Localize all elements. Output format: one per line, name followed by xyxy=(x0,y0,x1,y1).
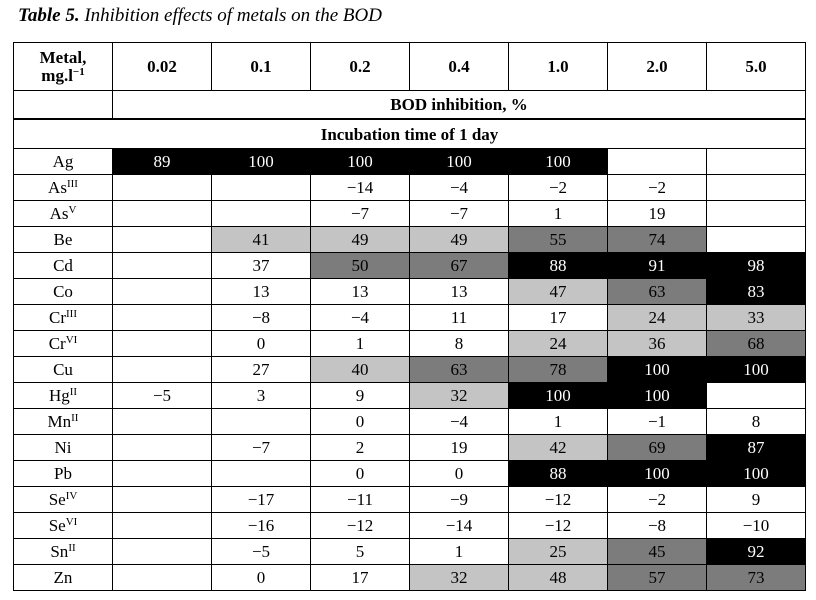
table-row xyxy=(14,279,806,305)
oxidation-state: II xyxy=(71,412,79,424)
metal-symbol: Zn xyxy=(53,568,73,587)
metal-cell xyxy=(14,383,113,409)
table-row xyxy=(14,175,806,201)
value-cell: 17 xyxy=(509,305,608,331)
value-cell xyxy=(113,253,212,279)
value-cell: −8 xyxy=(608,513,707,539)
value-cell: 100 xyxy=(608,357,707,383)
value-cell: 100 xyxy=(707,357,806,383)
oxidation-state: II xyxy=(68,542,76,554)
metal-cell xyxy=(14,149,113,175)
table-row xyxy=(14,461,806,487)
metal-cell xyxy=(14,513,113,539)
value-cell: 5 xyxy=(311,539,410,565)
oxidation-state: III xyxy=(66,178,78,190)
value-cell: 0 xyxy=(311,461,410,487)
metal-cell xyxy=(14,435,113,461)
value-cell: 57 xyxy=(608,565,707,591)
value-cell: 48 xyxy=(509,565,608,591)
value-cell xyxy=(212,201,311,227)
value-cell xyxy=(113,539,212,565)
value-cell: 98 xyxy=(707,253,806,279)
value-cell: −14 xyxy=(311,175,410,201)
table-row xyxy=(14,383,806,409)
value-cell: 24 xyxy=(509,331,608,357)
value-cell: 0 xyxy=(311,409,410,435)
value-cell: −12 xyxy=(509,513,608,539)
oxidation-state: II xyxy=(69,386,78,398)
metal-symbol: Ni xyxy=(54,438,72,457)
value-cell: 13 xyxy=(212,279,311,305)
value-cell: 32 xyxy=(410,565,509,591)
value-cell: 9 xyxy=(707,487,806,513)
metal-cell xyxy=(14,461,113,487)
value-cell xyxy=(212,175,311,201)
conc-header: 0.4 xyxy=(410,43,509,91)
value-cell: −7 xyxy=(311,201,410,227)
value-cell: 32 xyxy=(410,383,509,409)
section-row xyxy=(14,119,806,149)
metal-cell xyxy=(14,357,113,383)
conc-header: 0.2 xyxy=(311,43,410,91)
table-row xyxy=(14,539,806,565)
table-caption xyxy=(18,5,382,27)
table-row xyxy=(14,227,806,253)
value-cell: 67 xyxy=(410,253,509,279)
bod-inhibition-table xyxy=(13,42,806,591)
table-row xyxy=(14,201,806,227)
value-cell: 24 xyxy=(608,305,707,331)
table-row xyxy=(14,487,806,513)
value-cell: 40 xyxy=(311,357,410,383)
value-cell: −4 xyxy=(410,409,509,435)
value-cell: 13 xyxy=(311,279,410,305)
value-cell: −16 xyxy=(212,513,311,539)
value-cell: 41 xyxy=(212,227,311,253)
value-cell: −9 xyxy=(410,487,509,513)
value-cell xyxy=(113,227,212,253)
conc-header: 0.1 xyxy=(212,43,311,91)
metal-symbol: Be xyxy=(53,230,73,249)
table-row xyxy=(14,357,806,383)
value-cell: 83 xyxy=(707,279,806,305)
value-cell xyxy=(113,357,212,383)
metal-unit-base: mg.l xyxy=(41,65,73,85)
value-cell: 49 xyxy=(410,227,509,253)
table-row xyxy=(14,253,806,279)
metal-symbol: Cd xyxy=(53,256,73,275)
value-cell xyxy=(113,175,212,201)
value-cell: 100 xyxy=(608,383,707,409)
table-row xyxy=(14,149,806,175)
metal-symbol: Se xyxy=(48,516,66,535)
metal-cell xyxy=(14,487,113,513)
metal-cell xyxy=(14,409,113,435)
table-row xyxy=(14,305,806,331)
value-cell xyxy=(707,201,806,227)
metal-cell xyxy=(14,279,113,305)
value-cell: −5 xyxy=(113,383,212,409)
value-cell: 92 xyxy=(707,539,806,565)
metal-symbol: Ag xyxy=(52,152,74,171)
value-cell: 55 xyxy=(509,227,608,253)
value-cell: −1 xyxy=(608,409,707,435)
value-cell: 37 xyxy=(212,253,311,279)
value-cell: 68 xyxy=(707,331,806,357)
value-cell: 100 xyxy=(311,149,410,175)
value-cell: 3 xyxy=(212,383,311,409)
value-cell: 36 xyxy=(608,331,707,357)
value-cell: 87 xyxy=(707,435,806,461)
bod-inhibition-subheader: BOD inhibition, % xyxy=(113,91,806,120)
oxidation-state: VI xyxy=(65,334,78,346)
metal-cell xyxy=(14,253,113,279)
value-cell: 100 xyxy=(410,149,509,175)
metal-cell xyxy=(14,565,113,591)
metal-cell xyxy=(14,305,113,331)
value-cell: 9 xyxy=(311,383,410,409)
value-cell: 27 xyxy=(212,357,311,383)
caption-label: Table 5. xyxy=(18,5,80,26)
value-cell: 1 xyxy=(410,539,509,565)
incubation-section-header: Incubation time of 1 day xyxy=(14,119,806,149)
subheader-row xyxy=(14,91,806,120)
value-cell: −4 xyxy=(410,175,509,201)
value-cell: −11 xyxy=(311,487,410,513)
value-cell: 100 xyxy=(509,149,608,175)
table-row xyxy=(14,435,806,461)
value-cell xyxy=(707,149,806,175)
value-cell: 100 xyxy=(707,461,806,487)
caption-text: Inhibition effects of metals on the BOD xyxy=(84,5,382,26)
value-cell: 0 xyxy=(410,461,509,487)
value-cell: −4 xyxy=(311,305,410,331)
value-cell: 50 xyxy=(311,253,410,279)
value-cell: −14 xyxy=(410,513,509,539)
value-cell xyxy=(113,513,212,539)
value-cell: −2 xyxy=(608,175,707,201)
value-cell xyxy=(113,487,212,513)
metal-symbol: Mn xyxy=(47,412,72,431)
value-cell: −17 xyxy=(212,487,311,513)
table-row xyxy=(14,409,806,435)
value-cell: 19 xyxy=(410,435,509,461)
header-row xyxy=(14,43,806,91)
empty-cell xyxy=(14,91,113,120)
conc-header: 1.0 xyxy=(509,43,608,91)
metal-symbol: Sn xyxy=(50,542,69,561)
conc-header: 2.0 xyxy=(608,43,707,91)
value-cell: 91 xyxy=(608,253,707,279)
table-row xyxy=(14,513,806,539)
metal-symbol: Cu xyxy=(53,360,73,379)
metal-symbol: Hg xyxy=(48,386,70,405)
value-cell: 49 xyxy=(311,227,410,253)
value-cell: −12 xyxy=(509,487,608,513)
metal-cell xyxy=(14,227,113,253)
value-cell xyxy=(113,461,212,487)
value-cell: 100 xyxy=(509,383,608,409)
value-cell: 78 xyxy=(509,357,608,383)
value-cell xyxy=(113,409,212,435)
metal-symbol: Cr xyxy=(48,334,66,353)
value-cell: 100 xyxy=(608,461,707,487)
value-cell xyxy=(113,435,212,461)
metal-symbol: Co xyxy=(53,282,73,301)
value-cell xyxy=(113,305,212,331)
value-cell: 33 xyxy=(707,305,806,331)
metal-symbol: Cr xyxy=(49,308,66,327)
value-cell: 74 xyxy=(608,227,707,253)
value-cell xyxy=(113,331,212,357)
value-cell: 88 xyxy=(509,461,608,487)
value-cell: −5 xyxy=(212,539,311,565)
value-cell: 42 xyxy=(509,435,608,461)
value-cell xyxy=(113,201,212,227)
value-cell: −7 xyxy=(410,201,509,227)
value-cell: 88 xyxy=(509,253,608,279)
value-cell: 69 xyxy=(608,435,707,461)
value-cell: −7 xyxy=(212,435,311,461)
metal-column-header xyxy=(14,43,113,91)
value-cell xyxy=(212,409,311,435)
value-cell: −8 xyxy=(212,305,311,331)
value-cell: 19 xyxy=(608,201,707,227)
value-cell: −10 xyxy=(707,513,806,539)
metal-cell xyxy=(14,175,113,201)
value-cell: 13 xyxy=(410,279,509,305)
metal-symbol: Pb xyxy=(54,464,72,483)
value-cell: 100 xyxy=(212,149,311,175)
value-cell: 45 xyxy=(608,539,707,565)
metal-symbol: As xyxy=(49,204,69,223)
table-row xyxy=(14,331,806,357)
value-cell xyxy=(113,279,212,305)
metal-unit-exponent: −1 xyxy=(72,65,85,78)
value-cell xyxy=(707,383,806,409)
value-cell: −12 xyxy=(311,513,410,539)
value-cell xyxy=(608,149,707,175)
value-cell: 89 xyxy=(113,149,212,175)
value-cell xyxy=(707,227,806,253)
oxidation-state: V xyxy=(68,204,77,216)
oxidation-state: VI xyxy=(65,516,78,528)
value-cell: 1 xyxy=(509,409,608,435)
metal-cell xyxy=(14,331,113,357)
value-cell: 0 xyxy=(212,565,311,591)
value-cell xyxy=(212,461,311,487)
value-cell: −2 xyxy=(608,487,707,513)
value-cell: 1 xyxy=(311,331,410,357)
value-cell xyxy=(113,565,212,591)
metal-symbol: As xyxy=(48,178,67,197)
conc-header: 0.02 xyxy=(113,43,212,91)
value-cell: −2 xyxy=(509,175,608,201)
table-row xyxy=(14,565,806,591)
metal-cell xyxy=(14,539,113,565)
value-cell: 0 xyxy=(212,331,311,357)
value-cell: 73 xyxy=(707,565,806,591)
value-cell: 63 xyxy=(608,279,707,305)
oxidation-state: III xyxy=(66,308,77,320)
metal-header-label: Metal, xyxy=(39,47,87,67)
metal-symbol: Se xyxy=(48,490,66,509)
value-cell: 1 xyxy=(509,201,608,227)
value-cell: 8 xyxy=(410,331,509,357)
value-cell: 63 xyxy=(410,357,509,383)
value-cell: 11 xyxy=(410,305,509,331)
oxidation-state: IV xyxy=(65,490,78,502)
value-cell: 8 xyxy=(707,409,806,435)
value-cell xyxy=(707,175,806,201)
value-cell: 25 xyxy=(509,539,608,565)
conc-header: 5.0 xyxy=(707,43,806,91)
value-cell: 17 xyxy=(311,565,410,591)
metal-cell xyxy=(14,201,113,227)
value-cell: 2 xyxy=(311,435,410,461)
value-cell: 47 xyxy=(509,279,608,305)
